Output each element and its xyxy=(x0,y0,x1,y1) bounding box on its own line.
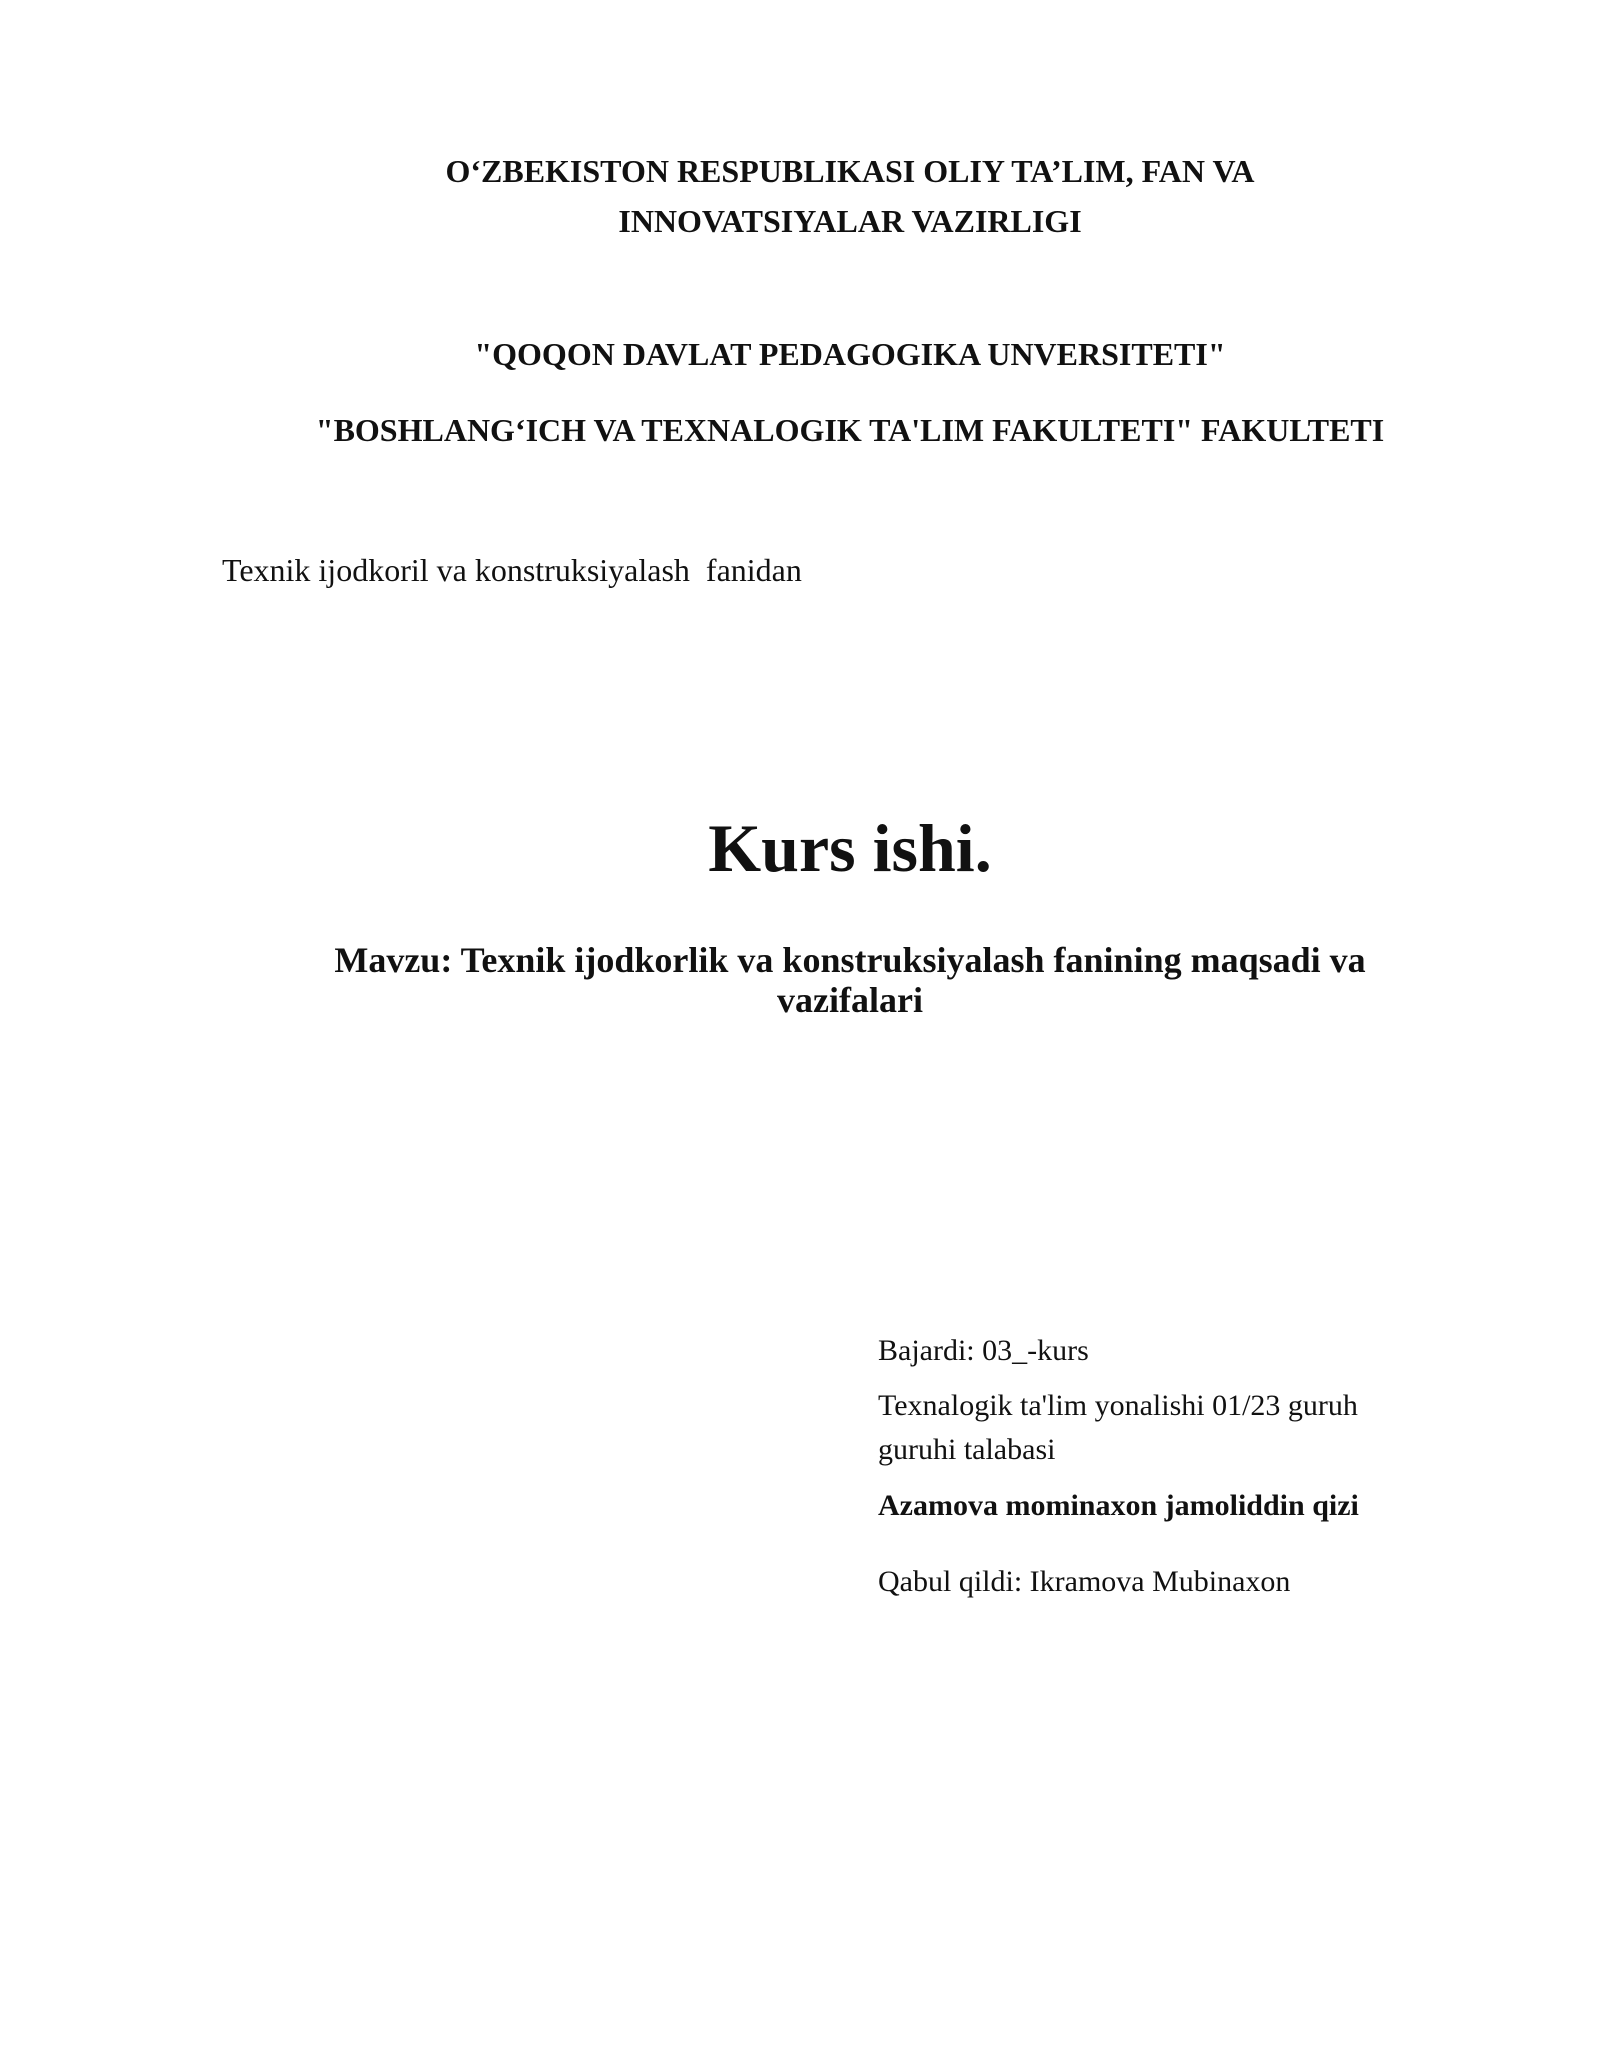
performed-by: Bajardi: 03_-kurs xyxy=(878,1334,1089,1367)
document-title: Kurs ishi. xyxy=(708,810,992,886)
ministry-line-1: O‘ZBEKISTON RESPUBLIKASI OLIY TA’LIM, FAN VA xyxy=(445,153,1255,189)
topic-heading xyxy=(220,940,1480,1020)
subject-line: Texnik ijodkoril va konstruksiyalash fanidan xyxy=(222,552,802,588)
university-heading: "QOQON DAVLAT PEDAGOGIKA UNVERSITETI" xyxy=(474,336,1226,372)
accepted-by: Qabul qildi: Ikramova Mubinaxon xyxy=(878,1565,1291,1598)
topic-line-1: Mavzu: Texnik ijodkorlik va konstruksiyalash fanining maqsadi va xyxy=(334,940,1366,980)
group-line-2: guruhi talabasi xyxy=(878,1433,1056,1466)
student-name: Azamova mominaxon jamoliddin qizi xyxy=(878,1489,1359,1522)
faculty-heading: "BOSHLANG‘ICH VA TEXNALOGIK TA'LIM FAKULTETI" FAKULTETI xyxy=(315,412,1385,448)
group-line-1: Texnalogik ta'lim yonalishi 01/23 guruh xyxy=(878,1389,1358,1422)
topic-line-2: vazifalari xyxy=(777,980,923,1020)
ministry-line-2: INNOVATSIYALAR VAZIRLIGI xyxy=(618,203,1082,239)
group-info xyxy=(878,1384,1478,1472)
ministry-heading xyxy=(300,146,1400,246)
